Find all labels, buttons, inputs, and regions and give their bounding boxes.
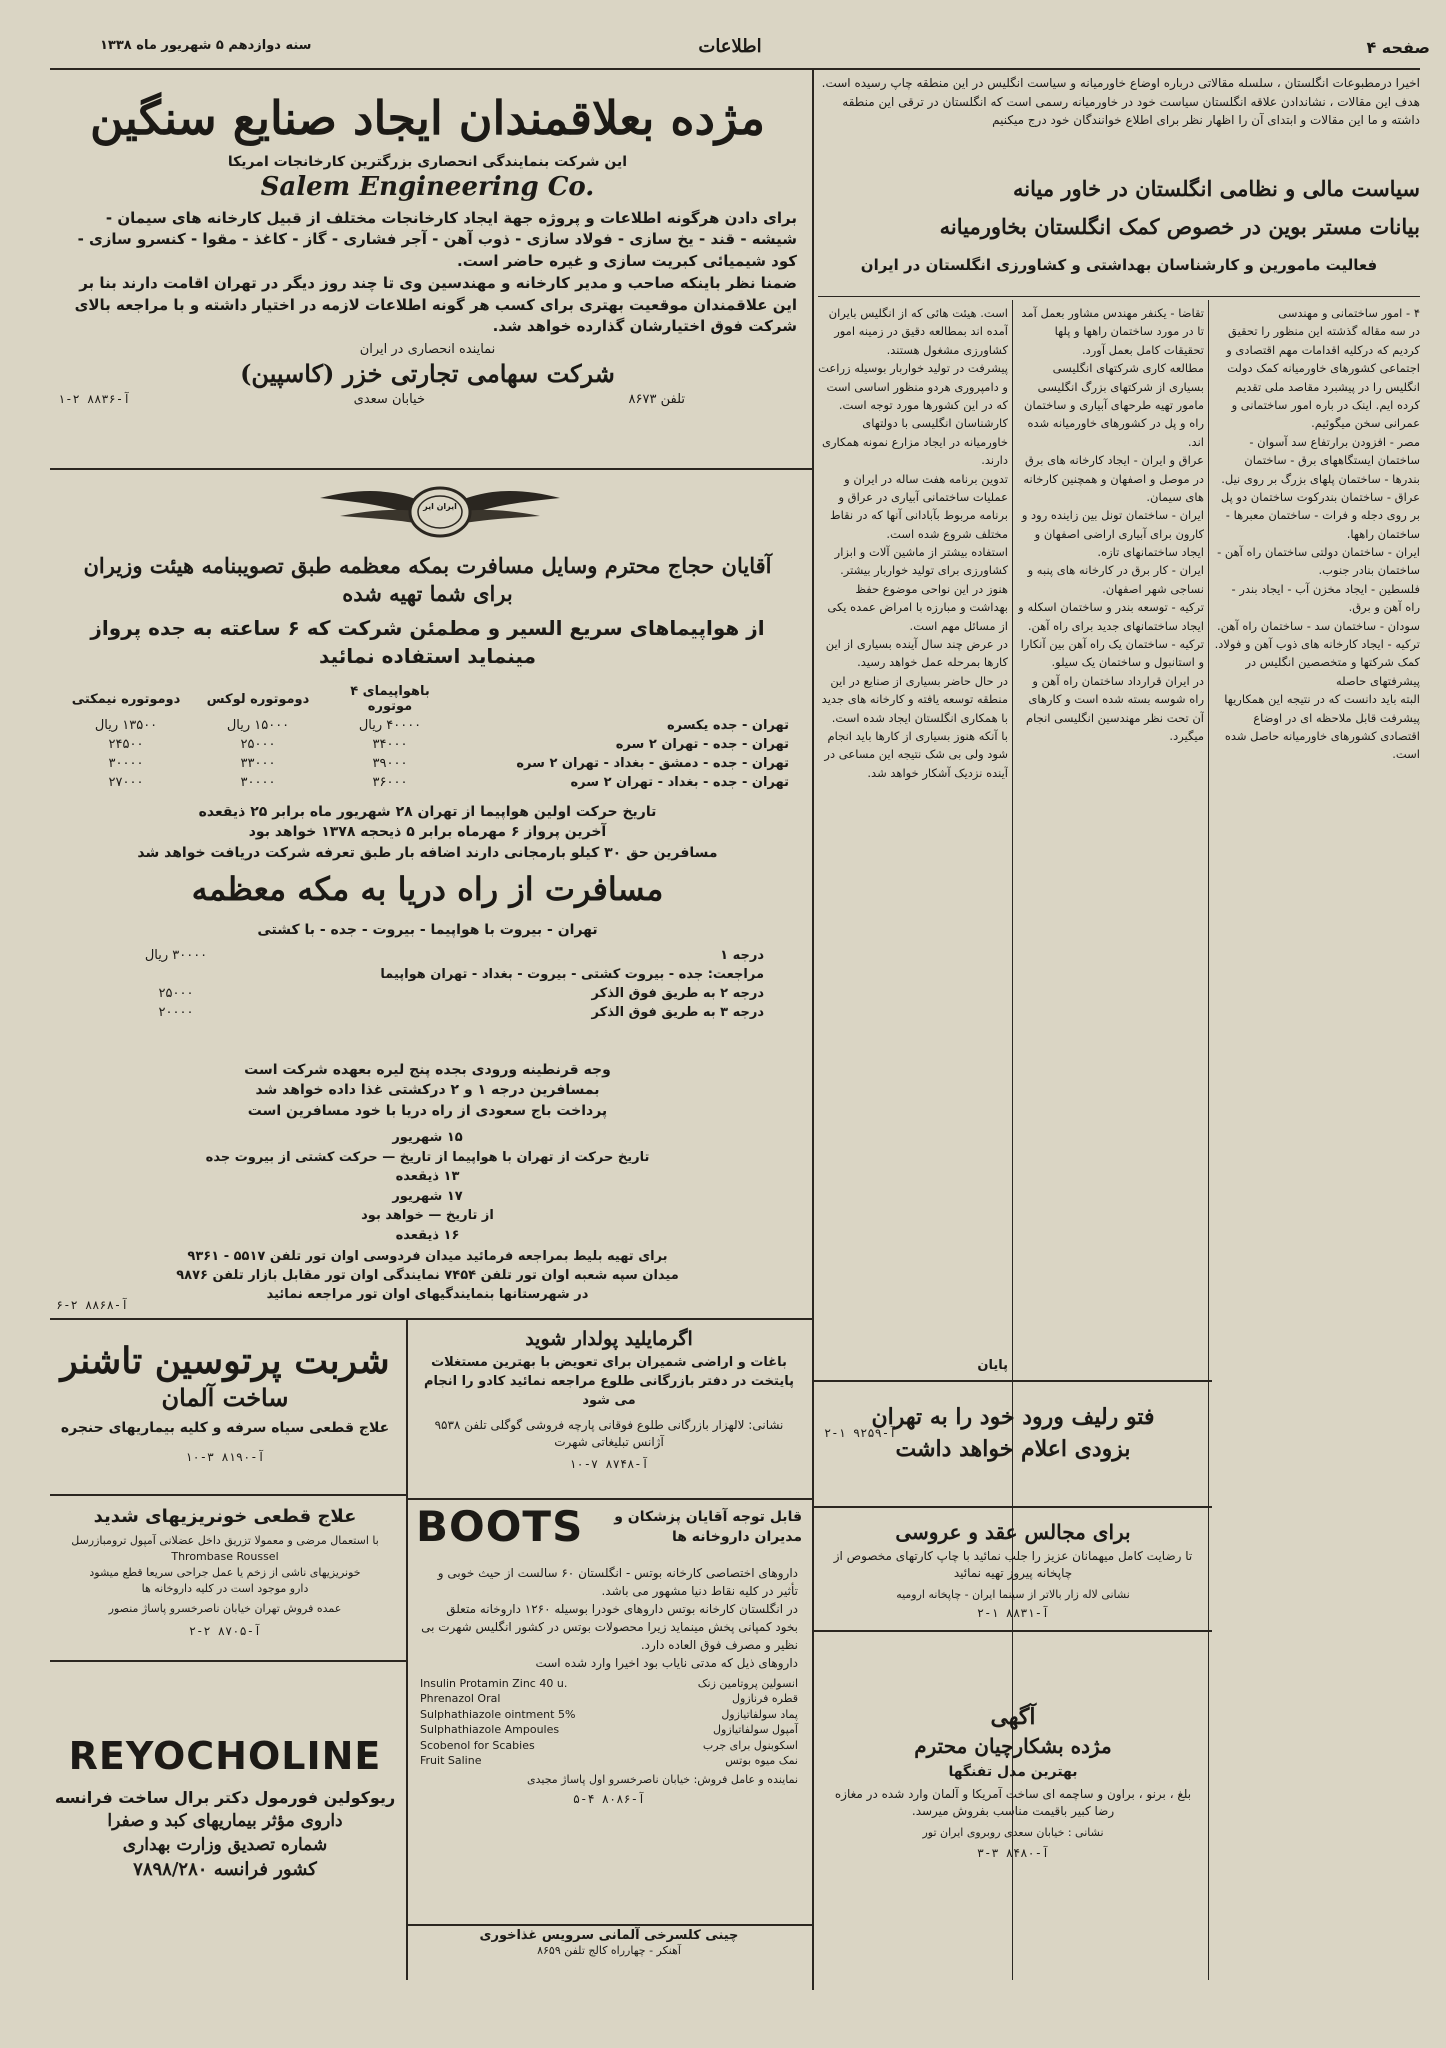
- product-name-fa: اسکوبنول برای جرب: [702, 1738, 798, 1752]
- product-row: [420, 1753, 798, 1768]
- boots-brand: BOOTS: [416, 1502, 584, 1551]
- article-end: پایان: [977, 1358, 1008, 1373]
- product-name-en: Fruit Saline: [420, 1753, 482, 1767]
- sea-fare-value: ۳۰۰۰۰ ریال: [144, 948, 208, 963]
- pertussin-syrup-ad: [50, 1322, 400, 1492]
- wedding-print-ad: [818, 1510, 1208, 1628]
- article-intro: اخیرا درمطبوعات انگلستان ، سلسله مقالاتی درباره اوضاع خاورمیانه و سیاست انگلیس در این منطقه چاپ رسیده است. هدف این مقالات ، نشاندادن علاقه انگلستان سیاست خود در خاورمیانه رسمی است که انگلستان در ترقی این منطقه داشته و ما این مقالات و ابتدای آن را اظهار نظر برای اطلاع خوانندگان خود درج میکنیم: [821, 76, 1420, 128]
- relief-line: فتو رلیف ورود خود را به تهران: [871, 1404, 1155, 1430]
- sea-fare-value: ۲۰۰۰۰: [158, 1005, 194, 1020]
- fare-value: ۳۴۰۰۰: [372, 737, 408, 752]
- thrombase-title: علاج قطعی خونریزیهای شدید: [93, 1506, 357, 1527]
- product-name-en: Phrenazol Oral: [420, 1692, 501, 1706]
- fare-value: ۴۰۰۰۰ ریال: [358, 718, 422, 733]
- ticket-contact: برای تهیه بلیط بمراجعه فرمائید میدان فردوسی اوان تور تلفن ۵۵۱۷ - ۹۳۶۱ میدان سپه شعبه اوان تور تلفن ۷۴۵۴ نمایندگی اوان تور مقابل بازار تلفن ۹۸۷۶ در شهرستانها بنمایندگیهای اوان تور مراجعه نمائید: [176, 1249, 679, 1302]
- section-rule: [50, 1660, 406, 1662]
- sea-fare-value: [110, 965, 242, 984]
- sea-fare-table: [110, 946, 770, 1022]
- product-name-fa: آمپول سولفاتیازول: [713, 1723, 798, 1737]
- fare-header-col: دوموتوره لوکس: [206, 691, 310, 707]
- fare-table-header: [60, 682, 795, 716]
- reyocholine-ad: [50, 1664, 400, 1974]
- fare-value: ۳۶۰۰۰: [372, 775, 408, 790]
- syrup-line: علاج قطعی سیاه سرفه و کلیه بیماریهای حنجره: [60, 1420, 390, 1437]
- ad-headline: مژده بعلاقمندان ایجاد صنایع سنگین: [89, 91, 766, 145]
- fare-route: تهران - جده - بغداد - تهران ۲ سره: [570, 775, 789, 790]
- reyocholine-line: شماره تصدیق وزارت بهداری: [122, 1835, 328, 1855]
- fare-row: [60, 754, 795, 773]
- product-name-en: Sulphathiazole ointment 5%: [420, 1707, 576, 1721]
- fare-value: ۱۵۰۰۰ ریال: [226, 718, 290, 733]
- ad-reference: آ-۸۸۶۸ ۲-۶: [56, 1298, 129, 1312]
- fare-route: تهران - جده - دمشق - بغداد - تهران ۲ سره: [516, 756, 789, 771]
- hajj-intro: آقایان حجاج محترم وسایل مسافرت بمکه معظمه طبق تصویبنامه هیئت وزیران برای شما تهیه شده: [83, 553, 772, 607]
- boots-title: قابل توجه آقایان پزشکان و مدیران داروخانه ها: [614, 1509, 802, 1545]
- fare-row: [60, 716, 795, 735]
- sea-fare-row: [110, 1003, 770, 1022]
- section-rule: [50, 1494, 406, 1496]
- wedding-address: نشانی لاله زار بالاتر از سینما ایران - چاپخانه ارومیه: [896, 1587, 1130, 1601]
- fare-value: ۳۰۰۰۰: [108, 756, 144, 771]
- sea-fare-value: ۲۵۰۰۰: [158, 986, 194, 1001]
- sea-route: تهران - بیروت با هواپیما - بیروت - جده - با کشتی: [257, 922, 598, 938]
- section-rule: [406, 1924, 812, 1926]
- real-estate-title: اگرمایلید پولدار شوید: [525, 1328, 693, 1350]
- real-estate-ad: [412, 1322, 806, 1498]
- reyocholine-line: ریوکولین فورمول دکتر برال ساخت فرانسه: [54, 1788, 396, 1807]
- notice-body: بلغ ، برنو ، براون و ساچمه ای ساخت آمریکا و آلمان وارد شده در مغازه رضا کبیر باقیمت مناسب بفروش میرسد.: [834, 1787, 1192, 1819]
- ad-reference: آ-۸۷۰۵ ۲-۲: [188, 1624, 262, 1639]
- china-line: چینی کلسرخی آلمانی سرویس غذاخوری: [479, 1928, 739, 1943]
- product-name-en: Insulin Protamin Zinc 40 u.: [420, 1677, 568, 1690]
- section-rule: [812, 1380, 1212, 1382]
- article-body: ۴ - امور ساختمانی و مهندسی در سه مقاله گذشته این منظور را تحقیق کردیم که درکلیه اقدامات مهم اقتصادی و اجتماعی کشورهای خاورمیانه کمک دولت انگلیس را در پیشبرد مقاصد ملی تقدیم کرده ایم. اینک در باره امور ساختمانی و عمرانی سخن میگوئیم. مصر - افزودن برارتفاع سد آسوان - ساختمان ایستگاههای برق - ساختمان بندرها - ساختمان پلهای بزرگ بر روی نیل. عراق - ساختمان بندرکوت ساختمان دو پل بر روی دجله و فرات - ساختمان معبرها - ساختمان راهها. ایران - ساختمان دولتی ساختمان راه آهن - ساختمان بنادر جنوب. فلسطین - ایجاد مخزن آب - ایجاد بندر - راه آهن و برق. سودان - ساختمان سد - ساختمان راه آهن. ترکیه - ایجاد کارخانه های ذوب آهن و فولاد. کمک شرکتها و متخصصین انگلیس در پیشرفتهای حاصله البته باید دانست که در نتیجه این همکاریها پیشرفت قابل ملاحظه ای در اوضاع اقتصادی کشورهای خاورمیانه حاصل شده است.: [1214, 306, 1420, 762]
- section-rule: [818, 296, 1420, 297]
- fare-table: [60, 682, 795, 792]
- fare-value: ۳۹۰۰۰: [372, 756, 408, 771]
- issue-date: سنه دوازدهم ۵ شهریور ماه ۱۳۳۸: [100, 38, 312, 53]
- thrombase-body: با استعمال مرضی و معمولا تزریق داخل عضلانی آمپول ترومبازرسل Thrombase Roussel خونریزیهای ناشی از زخم یا عمل جراحی سریعا قطع میشود دارو موجود است در کلیه داروخانه ها: [71, 1534, 379, 1595]
- notice-title: آگهی: [990, 1704, 1036, 1730]
- article-subheadline: بیانات مستر بوین در خصوص کمک انگلستان بخاورمیانه: [939, 214, 1420, 239]
- ad-reference: آ-۹۲۵۹ ۱-۲: [824, 1426, 897, 1440]
- article-body: است. هیئت هائی که از انگلیس بایران آمده اند بمطالعه دقیق در زمینه امور کشاورزی مشغول هستند. پیشرفت در تولید خواربار بوسیله زراعت و دامپروری هردو منظور اساسی است که در این کشورها مورد توجه است. کارشناسان انگلیسی با دولتهای خاورمیانه در ایجاد مزارع نمونه همکاری دارند. تدوین برنامه هفت ساله در ایران و عملیات ساختمانی آبیاری در عراق و برنامه مربوط بآبادانی آنها که در نقاط مختلف شروع شده است. استفاده بیشتر از ماشین آلات و ابزار کشاورزی برای تولید خواربار بیشتر. هنوز در این نواحی موضوع حفظ بهداشت و مبارزه با امراض عمده یکی از مسائل مهم است. در عرض چند سال آینده بسیاری از این کارها بمرحله عمل خواهد رسید. در حال حاضر بسیاری از صنایع در این منطقه توسعه یافته و کارخانه های جدید با همکاری انگلستان ایجاد شده است. با آنکه هنوز بسیاری از کارها باید انجام شود ولی بی شک نتیجه این مساعی در آینده نزدیک آشکار خواهد شد.: [818, 306, 1008, 780]
- section-rule: [812, 1506, 1212, 1508]
- product-name-fa: انسولین پروتامین زنک: [697, 1677, 798, 1690]
- product-name-fa: نمک میوه بوتس: [725, 1753, 798, 1767]
- header-rule: [50, 68, 1420, 70]
- ad-reference: آ-۸۷۴۸ ۷-۱۰: [569, 1457, 649, 1472]
- article-column-middle: [1018, 304, 1204, 1354]
- column-divider: [1208, 300, 1209, 1980]
- china-line: آهنکر - چهارراه کالج تلفن ۸۶۵۹: [537, 1944, 681, 1957]
- masthead-title: اطلاعات: [698, 36, 762, 57]
- product-name-en: Sulphathiazole Ampoules: [420, 1723, 560, 1737]
- hajj-travel-ad: [50, 472, 805, 1317]
- reyocholine-brand: REYOCHOLINE: [68, 1734, 382, 1778]
- fare-row: [60, 773, 795, 792]
- sailing-dates: ۱۵ شهریور تاریخ حرکت از تهران با هواپیما از تاریخ — حرکت کشتی از بیروت جده ۱۳ ذیقعده ۱۷ شهریور از تاریخ — خواهد بود ۱۶ ذیقعده: [205, 1130, 650, 1243]
- real-estate-address: نشانی: لالهزار بازرگانی طلوع فوقانی پارچه فروشی گوگلی تلفن ۹۵۳۸ آژانس تبلیغاتی شهرت: [434, 1417, 784, 1449]
- ad-reference: آ-۸۸۳۱ ۱-۲: [976, 1606, 1050, 1621]
- notice-subtitle: بهترین مدل تفنگها: [948, 1764, 1078, 1780]
- china-tableware-ad: [412, 1928, 806, 1978]
- hajj-notes: تاریخ حرکت اولین هواپیما از تهران ۲۸ شهریور ماه برابر ۲۵ ذیقعده آخرین پرواز ۶ مهرماه برابر ۵ ذیحجه ۱۳۷۸ خواهد بود مسافرین حق ۳۰ کیلو بارمجانی دارند اضافه بار طبق تعرفه شرکت دریافت خواهد شد: [137, 804, 718, 861]
- boots-product-list: [420, 1676, 798, 1768]
- relief-line: بزودی اعلام خواهد داشت: [895, 1436, 1131, 1462]
- airline-wing-logo: [320, 476, 560, 546]
- product-row: [420, 1707, 798, 1722]
- wedding-body: تا رضایت کامل میهمانان عزیز را جلب نمائید با چاپ کارتهای مخصوص از چاپخانه پیروز تهیه نمائید: [833, 1549, 1193, 1581]
- fare-header-col: دوموتوره نیمکتی: [71, 691, 181, 707]
- page-number: صفحه ۴: [1366, 38, 1430, 57]
- article-column-right: [1214, 304, 1420, 1984]
- boots-pharma-ad: [412, 1502, 806, 1922]
- column-divider: [812, 70, 814, 1990]
- thrombase-contact: عمده فروش تهران خیابان ناصرخسرو پاساژ منصور: [108, 1601, 342, 1615]
- ad-reference: آ-۸۴۸۰ ۳-۳: [976, 1846, 1050, 1861]
- fare-value: ۱۳۵۰۰ ریال: [94, 718, 158, 733]
- column-divider: [406, 1320, 408, 1980]
- fare-value: ۲۷۰۰۰: [108, 775, 144, 790]
- ad-phone: تلفن ۸۶۷۳: [628, 392, 685, 407]
- wedding-title: برای مجالس عقد و عروسی: [895, 1520, 1131, 1544]
- sea-fare-label: درجه ۳ به طریق فوق الذکر: [591, 1005, 764, 1020]
- boots-body: داروهای اختصاصی کارخانه بوتس - انگلستان ۶۰ سالست از حیث خوبی و تأثیر در کلیه نقاط دنیا مشهور می باشد. در انگلستان کارخانه بوتس داروهای خودرا بوسیله ۱۲۶۰ داروخانه متعلق بخود کمپانی پخش مینماید زیرا محصولات بوتس در کشور انگلیس شهرت بی نظیر و مصرف فوق العاده دارد. داروهای ذیل که مدتی نایاب بود اخیرا وارد شده است: [421, 1566, 798, 1670]
- article-headline: سیاست مالی و نظامی انگلستان در خاور میانه: [1013, 176, 1420, 201]
- ad-reference: آ-۸۰۸۶ ۴-۵: [572, 1791, 646, 1806]
- article-subheadline: فعالیت مامورین و کارشناسان بهداشتی و کشاورزی انگلستان در ایران: [860, 256, 1378, 274]
- article-column-left: [818, 304, 1008, 1354]
- company-name-en: Salem Engineering Co.: [260, 171, 595, 202]
- sea-notes: وجه قرنطینه ورودی بجده پنج لیره بعهده شرکت است بمسافرین درجه ۱ و ۲ درکشتی غذا داده خواهد شد پرداخت باج سعودی از راه دریا با خود مسافرین است: [244, 1062, 611, 1119]
- article-kicker: [818, 74, 1420, 174]
- notice-address: نشانی : خیابان سعدی روبروی ایران تور: [922, 1825, 1104, 1839]
- product-name-fa: قطره فرنازول: [732, 1692, 798, 1706]
- heavy-industry-ad: [50, 74, 805, 469]
- ad-reference: آ-۸۸۳۶ ۲-۱: [58, 392, 131, 406]
- fare-route: تهران - جده یکسره: [666, 718, 789, 733]
- product-name-en: Scobenol for Scabies: [420, 1738, 535, 1752]
- hunting-rifle-ad: [818, 1634, 1208, 1974]
- reyocholine-line: کشور فرانسه ۷۸۹۸/۲۸۰: [133, 1859, 317, 1880]
- syrup-title: شربت پرتوسین تاشنر: [60, 1340, 390, 1382]
- sea-travel-title: مسافرت از راه دریا به مکه معظمه: [191, 870, 664, 908]
- product-name-fa: پماد سولفاتیازول: [721, 1707, 798, 1721]
- fare-header-route: [456, 682, 795, 716]
- article-body: تقاضا - یکنفر مهندس مشاور بعمل آمد تا در مورد ساختمان راهها و پلها تحقیقات کامل بعمل آورد. مطالعه کاری شرکتهای انگلیسی بسیاری از شرکتهای بزرگ انگلیسی مامور تهیه طرحهای آبیاری و ساختمان راه و پل در کشورهای خاورمیانه شده اند. عراق و ایران - ایجاد کارخانه های برق در موصل و اصفهان و همچنین کارخانه های سیمان. ایران - ساختمان تونل بین زاینده رود و کارون برای آبیاری اراضی اصفهان و ایجاد ساختمانهای تازه. ایران - کار برق در کارخانه های پنبه و نساجی شهر اصفهان. ترکیه - توسعه بندر و ساختمان اسکله و ایجاد ساختمانهای جدید برای راه آهن. ترکیه - ساختمان یک راه آهن بین آنکارا و استانبول و ساختمان یک سیلو. در ایران قرارداد ساختمان راه آهن و راه شوسه بسته شده است و کارهای آن تحت نظر مهندسین انگلیسی انجام میگیرد.: [1018, 306, 1204, 743]
- sea-fare-label: درجه ۲ به طریق فوق الذکر: [591, 986, 764, 1001]
- boots-agent: نماینده و عامل فروش: خیابان ناصرخسرو اول پاساژ مجیدی: [526, 1773, 798, 1787]
- section-rule: [812, 1630, 1212, 1632]
- fare-value: ۲۵۰۰۰: [240, 737, 276, 752]
- rep-label: نماینده انحصاری در ایران: [359, 342, 496, 357]
- fare-value: ۳۳۰۰۰: [240, 756, 276, 771]
- product-row: [420, 1676, 798, 1691]
- fare-row: [60, 735, 795, 754]
- fare-header-col: باهواپیمای ۴ موتوره: [350, 684, 430, 714]
- sea-fare-row: [110, 946, 770, 965]
- hajj-headline: از هواپیماهای سریع السیر و مطمئن شرکت که ۶ ساعته به جده پرواز مینماید استفاده نمائید: [90, 616, 765, 668]
- sea-fare-row: [110, 984, 770, 1003]
- sea-fare-label: مراجعت: جده - بیروت کشتی - بیروت - بغداد - تهران هواپیما: [380, 967, 764, 982]
- ad-subtitle: این شرکت بنمایندگی انحصاری بزرگترین کارخانجات امریکا: [227, 153, 628, 170]
- reyocholine-line: داروی مؤثر بیماریهای کبد و صفرا: [107, 1811, 343, 1831]
- syrup-origin: ساخت آلمان: [161, 1383, 289, 1413]
- section-rule: [50, 1318, 812, 1320]
- notice-title: مژده بشکارچیان محترم: [914, 1734, 1112, 1758]
- product-row: [420, 1738, 798, 1753]
- ad-body: برای دادن هرگونه اطلاعات و پروژه جهة ایجاد کارخانجات مختلف از قبیل کارخانه های سیمان - شیشه - قند - یخ سازی - فولاد سازی - ذوب آهن - آجر فشاری - گاز - کاغذ - مقوا - کنسرو سازی - کود شیمیائی کبریت سازی و غیره حاضر است. ضمنا نظر باینکه صاحب و مدیر کارخانه و مهندسین وی تا چند روز دیگر در تهران اقامت دارند بنا بر این علاقمندان موقعیت بهتری برای کسب هر گونه اطلاعات لازمه در اختیار داشته و با مراجعه بالای شرکت فوق اختیارشان گذارده خواهد شد.: [74, 208, 797, 336]
- rep-company: شرکت سهامی تجارتی خزر (کاسپین): [240, 359, 615, 388]
- logo-text: ایران ایر: [423, 502, 457, 511]
- product-row: [420, 1691, 798, 1706]
- fare-value: ۳۰۰۰۰: [240, 775, 276, 790]
- ad-reference: آ-۸۱۹۰ ۳-۱۰: [185, 1450, 265, 1465]
- product-row: [420, 1722, 798, 1737]
- fare-route: تهران - جده - تهران ۲ سره: [615, 737, 789, 752]
- sea-fare-row: [110, 965, 770, 984]
- thrombase-ad: [50, 1498, 400, 1658]
- section-rule: [50, 468, 812, 470]
- section-rule: [406, 1498, 812, 1500]
- photo-relief-ad: [818, 1386, 1208, 1504]
- real-estate-body: باغات و اراضی شمیران برای تعویض با بهترین مستغلات پایتخت در دفتر بازرگانی طلوع مراجعه نمائید کادو را انجام می شود: [424, 1355, 794, 1408]
- sea-fare-label: درجه ۱: [720, 948, 764, 963]
- fare-value: ۲۴۵۰۰: [108, 737, 144, 752]
- ad-street: خیابان سعدی: [353, 392, 425, 407]
